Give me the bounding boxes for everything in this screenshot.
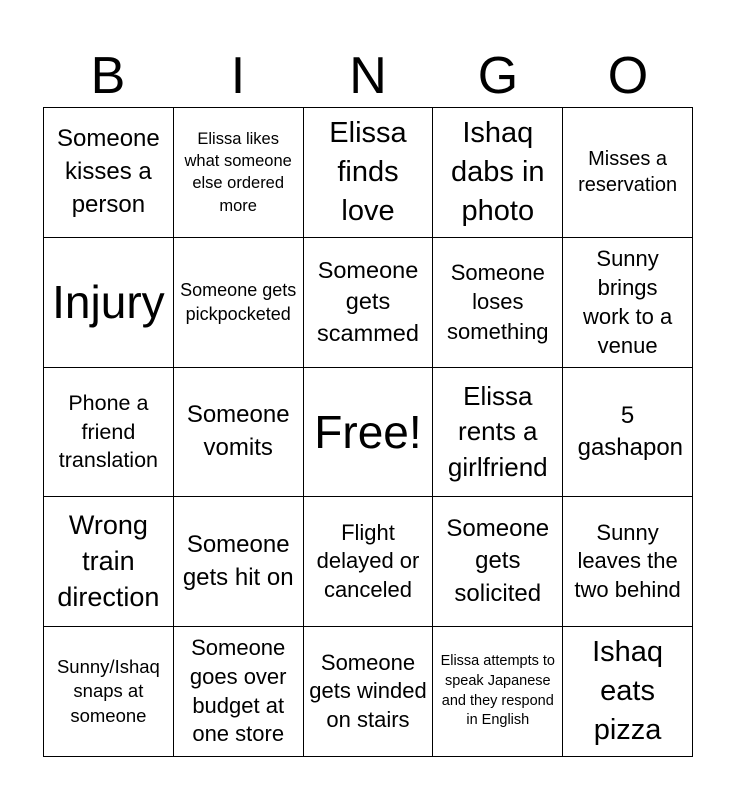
free-space-cell[interactable] [304,368,434,498]
header-letter-i: I [230,47,246,105]
bingo-cell[interactable] [304,108,434,238]
bingo-cell[interactable] [304,238,434,368]
cell-text: Someone loses something [447,259,549,345]
cell-text: Elissa attempts to speak Japanese and they respond in English [440,653,555,729]
bingo-cell[interactable] [563,368,693,498]
cell-text: 5 gashapon [577,401,684,461]
cell-text: Someone gets pickpocketed [180,279,297,325]
bingo-cell[interactable] [563,497,693,627]
bingo-header [43,44,693,108]
header-letter-n: N [349,47,387,105]
header-letter-o: O [607,47,649,105]
cell-text: Wrong train direction [57,509,160,612]
cell-text: Someone vomits [186,401,290,461]
bingo-cell[interactable] [304,627,434,757]
cell-text: Someone kisses a person [57,125,160,218]
bingo-cell[interactable] [433,627,563,757]
bingo-cell[interactable] [174,238,304,368]
bingo-cell[interactable] [304,497,434,627]
bingo-cell[interactable] [563,238,693,368]
cell-text: Someone gets solicited [446,514,550,608]
bingo-cell[interactable] [44,627,174,757]
bingo-cell[interactable] [433,108,563,238]
cell-text: Someone gets hit on [182,531,294,591]
bingo-cell[interactable] [563,108,693,238]
bingo-cell[interactable] [174,627,304,757]
bingo-cell[interactable] [44,108,174,238]
cell-text: Injury [52,275,165,328]
cell-text: Elissa likes what someone else ordered more [184,129,292,215]
cell-text: Ishaq eats pizza [592,636,664,747]
bingo-cell[interactable] [433,497,563,627]
bingo-cell[interactable] [174,108,304,238]
header-letter-g: G [477,47,519,105]
bingo-grid [43,107,693,757]
cell-text: Sunny leaves the two behind [574,519,681,603]
cell-text: Someone gets scammed [317,256,419,347]
cell-text: Someone goes over budget at one store [189,635,287,747]
bingo-cell[interactable] [44,497,174,627]
bingo-cell[interactable] [433,238,563,368]
cell-text: Misses a reservation [578,148,678,197]
cell-text: Phone a friend translation [58,390,158,473]
cell-text: Sunny/Ishaq snaps at someone [56,655,160,726]
cell-text: Flight delayed or canceled [316,519,420,603]
bingo-cell[interactable] [174,368,304,498]
free-space-text: Free! [314,405,422,458]
bingo-cell[interactable] [44,238,174,368]
bingo-cell[interactable] [563,627,693,757]
cell-text: Ishaq dabs in photo [451,117,545,227]
bingo-cell[interactable] [433,368,563,498]
bingo-cell[interactable] [44,368,174,498]
header-letter-b: B [90,47,126,105]
cell-text: Sunny brings work to a venue [582,246,673,359]
cell-text: Someone gets winded on stairs [309,649,427,732]
cell-text: Elissa rents a girlfriend [447,380,548,482]
bingo-cell[interactable] [174,497,304,627]
cell-text: Elissa finds love [329,117,407,227]
